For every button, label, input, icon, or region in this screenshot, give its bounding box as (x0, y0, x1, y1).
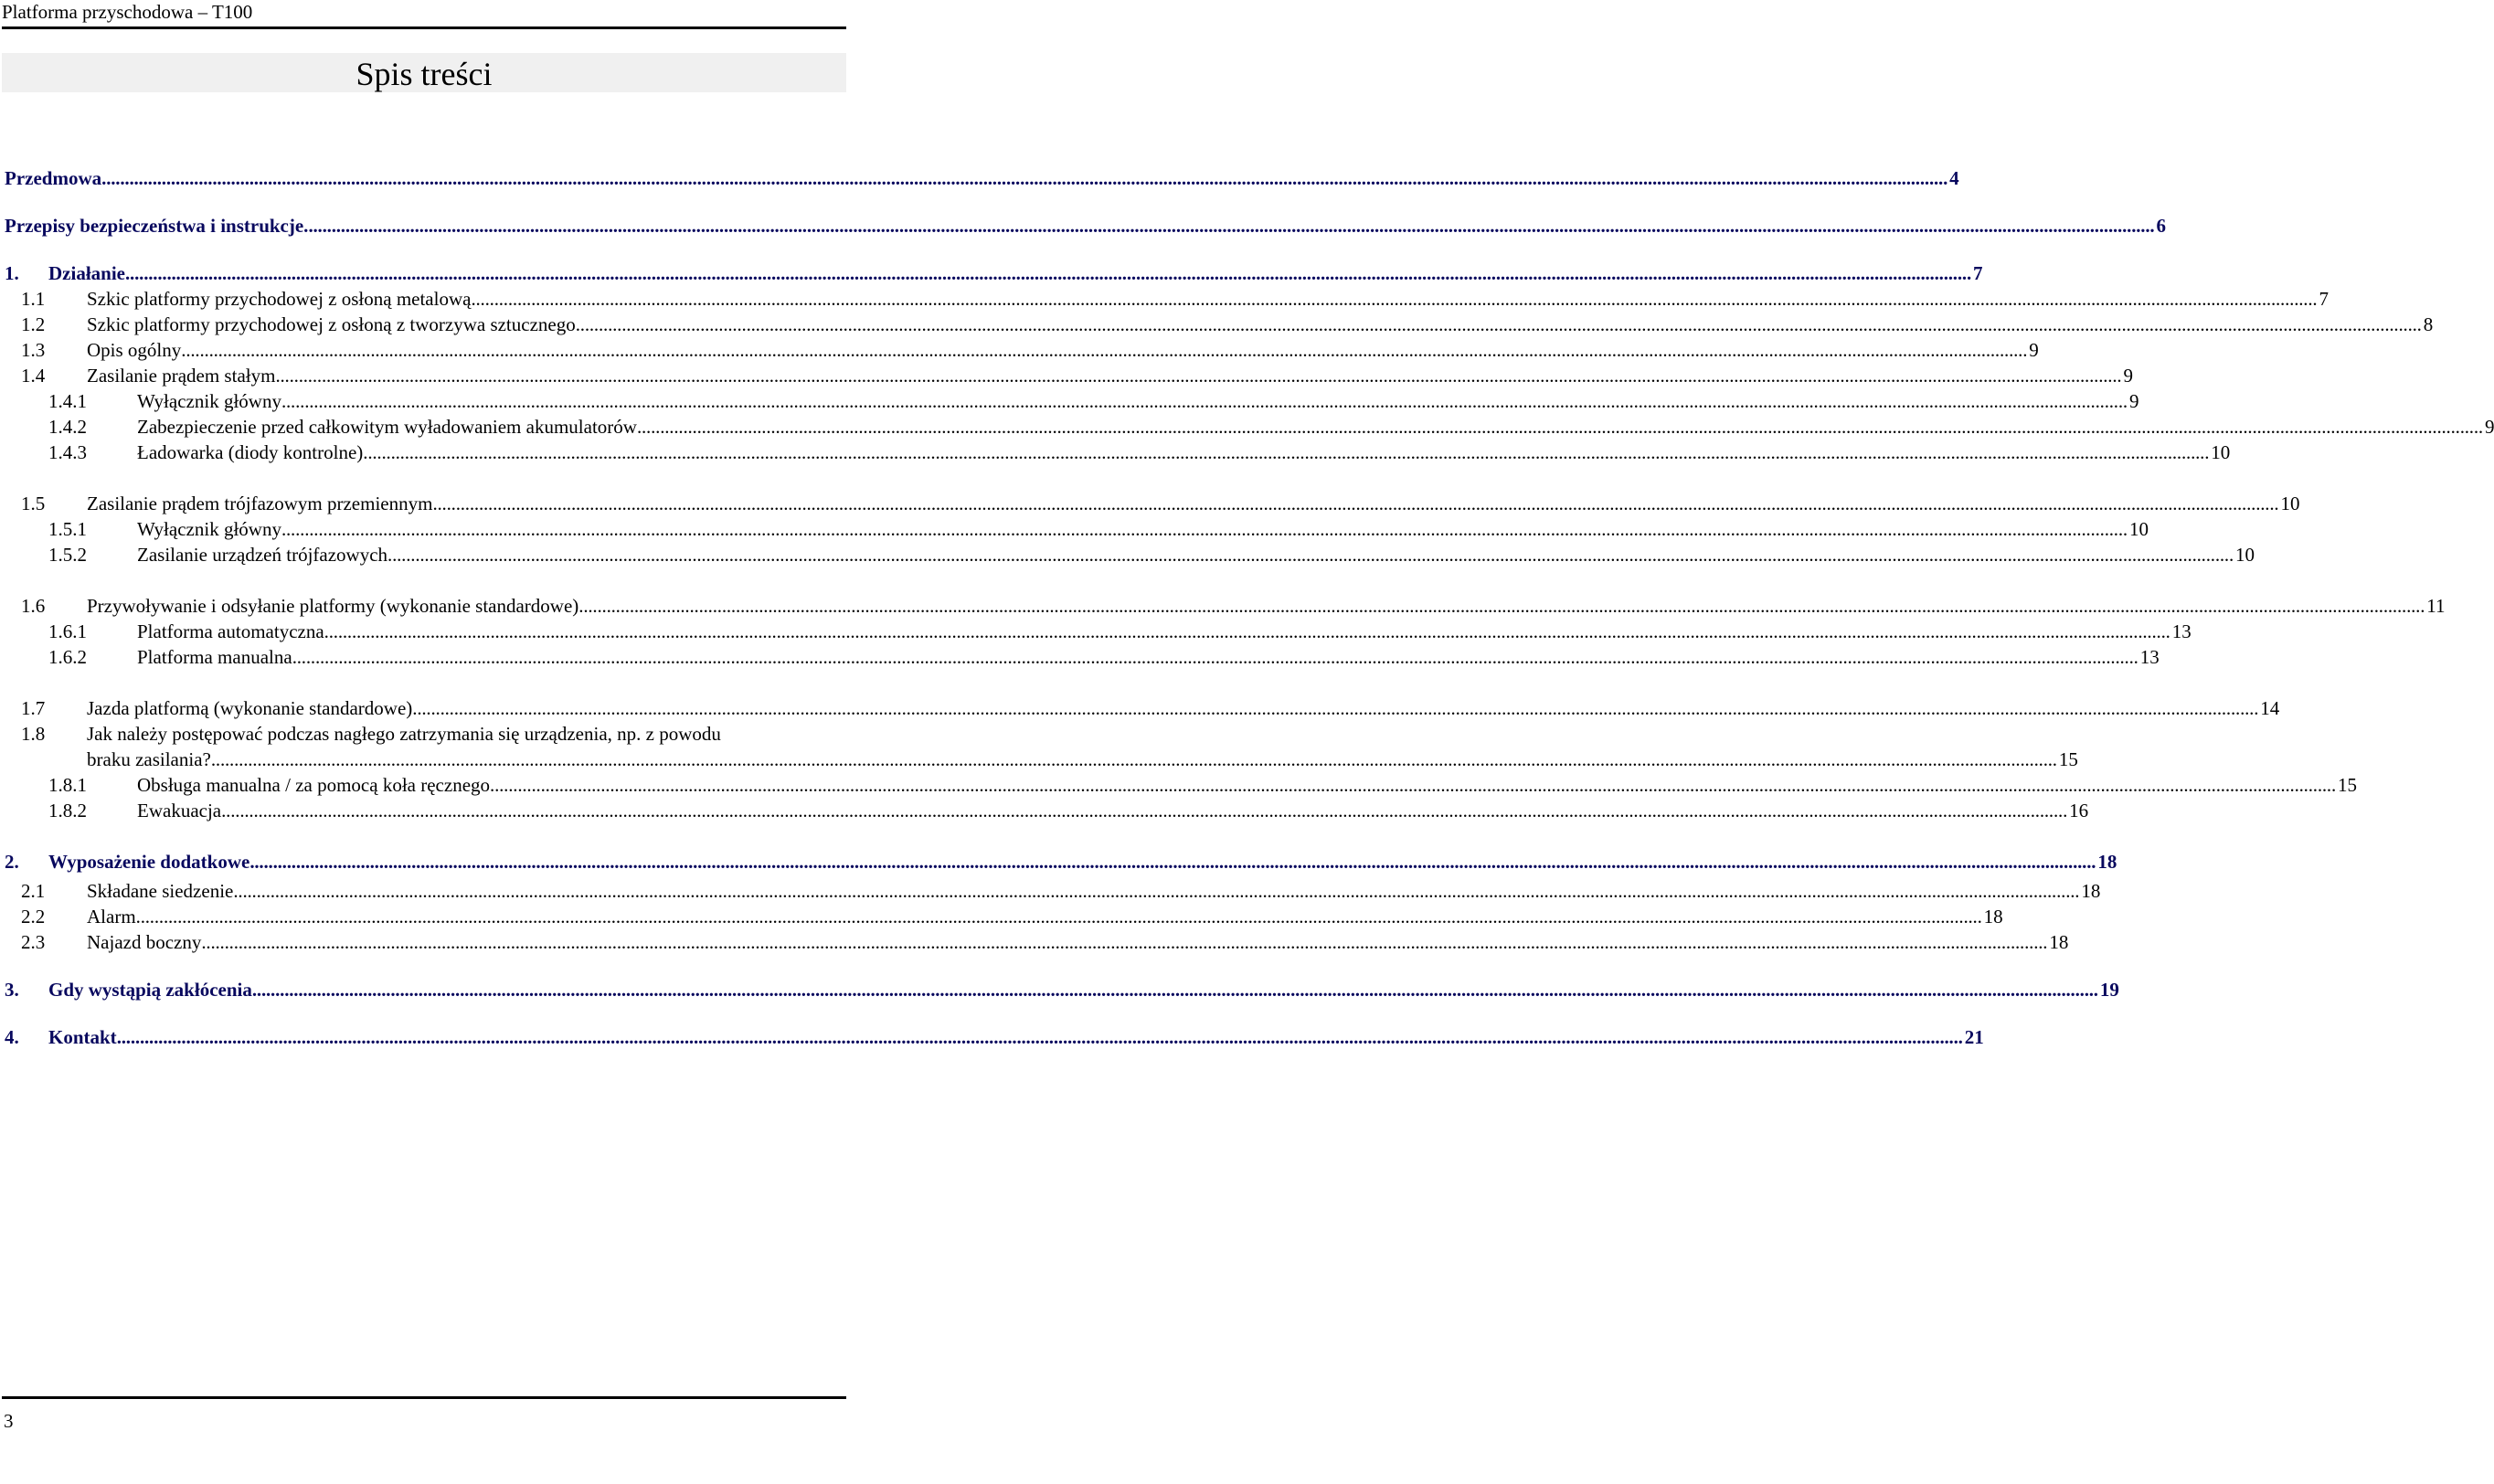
toc-entry-number: 1.4.3 (48, 441, 87, 463)
toc-entry-number: 1.6 (21, 595, 46, 617)
dot-leader: ................................................................................................................................................................................................................................................................................................................................................................................................................ (125, 262, 1972, 284)
toc-entry-label: Wyłącznik główny (137, 390, 281, 412)
toc-entry-label: Platforma manualna (137, 646, 292, 668)
toc-entry-label: Przedmowa (5, 167, 102, 189)
toc-entry-page: 9 (2484, 416, 2494, 438)
toc-entry-page: 7 (1973, 262, 1983, 284)
dot-leader: ................................................................................................................................................................................................................................................................................................................................................................................................................ (471, 288, 2318, 310)
toc-entry-page: 18 (2049, 931, 2069, 953)
toc-entry-label: Alarm (87, 906, 136, 928)
toc-entry-label: Ewakuacja (137, 800, 222, 822)
toc-entry-page: 15 (2058, 748, 2078, 770)
toc-entry-number: 1.8.2 (48, 800, 87, 822)
toc-entry-page: 8 (2423, 313, 2434, 335)
toc-entry-page: 9 (2128, 390, 2139, 412)
toc-entry-number: 2.3 (21, 931, 46, 953)
page-heading: Spis treści (356, 56, 493, 92)
toc-entry-page: 7 (2319, 288, 2329, 310)
dot-leader: ................................................................................................................................................................................................................................................................................................................................................................................................................ (251, 979, 2098, 1001)
toc-entry-page: 4 (1949, 167, 1959, 189)
toc-entry-label: Szkic platformy przychodowej z osłoną metalową (87, 288, 472, 310)
toc-entry-label: Przepisy bezpieczeństwa i instrukcje. (5, 215, 309, 237)
dot-leader: ................................................................................................................................................................................................................................................................................................................................................................................................................ (324, 620, 2170, 642)
toc-entry-page: 19 (2099, 979, 2119, 1001)
toc-entry-number: 1.4.2 (48, 416, 87, 438)
toc-entry-label: Wyłącznik główny (137, 518, 281, 540)
toc-entry-number: 1.1 (21, 288, 46, 310)
toc-entry-number: 1.4 (21, 365, 46, 387)
dot-leader: ................................................................................................................................................................................................................................................................................................................................................................................................................ (432, 493, 2279, 514)
dot-leader: ................................................................................................................................................................................................................................................................................................................................................................................................................ (281, 390, 2128, 412)
toc-entry-page: 10 (2235, 544, 2255, 566)
toc-entry-number: 2. (5, 851, 19, 873)
toc-entry-label: Zasilanie prądem trójfazowym przemiennym (87, 493, 433, 514)
toc-entry-number: 1.3 (21, 339, 46, 361)
toc-entry-label: Działanie (48, 262, 125, 284)
toc-entry-page: 18 (2097, 851, 2117, 873)
dot-leader: ................................................................................................................................................................................................................................................................................................................................................................................................................ (575, 313, 2422, 335)
toc-entry-number: 4. (5, 1026, 19, 1048)
dot-leader: ................................................................................................................................................................................................................................................................................................................................................................................................................ (636, 416, 2483, 438)
toc-entry-page: 6 (2156, 215, 2166, 237)
toc-entry-page: 14 (2260, 697, 2280, 719)
toc-entry-label: Kontakt (48, 1026, 117, 1048)
toc-entry-page: 9 (2123, 365, 2133, 387)
dot-leader: ................................................................................................................................................................................................................................................................................................................................................................................................................ (135, 906, 1982, 928)
toc-entry-label: Gdy wystąpią zakłócenia (48, 979, 252, 1001)
toc-entry-number: 1.5 (21, 493, 46, 514)
toc-entry-number: 1.2 (21, 313, 46, 335)
dot-leader: ................................................................................................................................................................................................................................................................................................................................................................................................................ (181, 339, 2028, 361)
toc-entry-page: 15 (2338, 774, 2358, 796)
toc-entry-label: Zasilanie prądem stałym (87, 365, 276, 387)
toc-entry-number: 1.7 (21, 697, 46, 719)
dot-leader: ................................................................................................................................................................................................................................................................................................................................................................................................................ (412, 697, 2259, 719)
toc-entry-label: Opis ogólny (87, 339, 182, 361)
toc-entry-label: Składane siedzenie (87, 880, 234, 902)
dot-leader: ................................................................................................................................................................................................................................................................................................................................................................................................................ (201, 931, 2048, 953)
toc-entry-page: 21 (1964, 1026, 1984, 1048)
dot-leader: ................................................................................................................................................................................................................................................................................................................................................................................................................ (490, 774, 2337, 796)
toc-entry-label: Jak należy postępować podczas nagłego zatrzymania się urządzenia, np. z powodu (87, 723, 721, 745)
toc-entry-label: Zasilanie urządzeń trójfazowych (137, 544, 388, 566)
toc-entry-number: 2.2 (21, 906, 46, 928)
toc-entry-label: Obsługa manualna / za pomocą koła ręcznego (137, 774, 491, 796)
dot-leader: ................................................................................................................................................................................................................................................................................................................................................................................................................ (578, 595, 2425, 617)
dot-leader: ................................................................................................................................................................................................................................................................................................................................................................................................................ (101, 167, 1948, 189)
dot-leader: ................................................................................................................................................................................................................................................................................................................................................................................................................ (292, 646, 2138, 668)
dot-leader: ................................................................................................................................................................................................................................................................................................................................................................................................................ (116, 1026, 1963, 1048)
toc-entry-page: 18 (1983, 906, 2003, 928)
dot-leader: ................................................................................................................................................................................................................................................................................................................................................................................................................ (249, 851, 2096, 873)
toc-entry-page: 13 (2171, 620, 2192, 642)
toc-entry-page: 10 (2211, 441, 2231, 463)
toc-entry-page: 18 (2081, 880, 2101, 902)
dot-leader: ................................................................................................................................................................................................................................................................................................................................................................................................................ (281, 518, 2128, 540)
toc-entry-number: 1.8.1 (48, 774, 87, 796)
dot-leader: ................................................................................................................................................................................................................................................................................................................................................................................................................ (308, 215, 2155, 237)
header-title: Platforma przyschodowa – T100 (2, 1, 253, 23)
toc-entry-number: 1.6.1 (48, 620, 87, 642)
toc-entry-page: 9 (2029, 339, 2039, 361)
toc-entry-page: 16 (2069, 800, 2089, 822)
toc-entry-label: Najazd boczny (87, 931, 202, 953)
toc-entry-label: Ładowarka (diody kontrolne) (137, 441, 364, 463)
toc-entry-page: 11 (2426, 595, 2446, 617)
toc-entry-label: Szkic platformy przychodowej z osłoną z tworzywa sztucznego (87, 313, 576, 335)
toc-entry-number: 1.8 (21, 723, 46, 745)
toc-entry-number: 1.5.2 (48, 544, 87, 566)
toc-entry-page: 10 (2280, 493, 2300, 514)
dot-leader: ................................................................................................................................................................................................................................................................................................................................................................................................................ (363, 441, 2210, 463)
page-number: 3 (4, 1410, 14, 1432)
dot-leader: ................................................................................................................................................................................................................................................................................................................................................................................................................ (387, 544, 2234, 566)
dot-leader: ................................................................................................................................................................................................................................................................................................................................................................................................................ (275, 365, 2122, 387)
toc-entry-label-continuation: braku zasilania? (87, 748, 211, 770)
toc-entry-number: 2.1 (21, 880, 46, 902)
toc-entry-number: 1. (5, 262, 19, 284)
toc-entry-page: 10 (2128, 518, 2149, 540)
toc-entry-number: 1.4.1 (48, 390, 87, 412)
toc-entry-label: Jazda platformą (wykonanie standardowe) (87, 697, 413, 719)
toc-entry-number: 1.6.2 (48, 646, 87, 668)
toc-entry-number: 3. (5, 979, 19, 1001)
toc-entry-label: Wyposażenie dodatkowe (48, 851, 250, 873)
dot-leader: ................................................................................................................................................................................................................................................................................................................................................................................................................ (210, 748, 2057, 770)
dot-leader: ................................................................................................................................................................................................................................................................................................................................................................................................................ (233, 880, 2080, 902)
toc-entry-number: 1.5.1 (48, 518, 87, 540)
toc-entry-label: Przywoływanie i odsyłanie platformy (wykonanie standardowe) (87, 595, 579, 617)
toc-entry-label: Platforma automatyczna (137, 620, 324, 642)
toc-entry-page: 13 (2139, 646, 2160, 668)
footer-rule (2, 1396, 846, 1399)
dot-leader: ................................................................................................................................................................................................................................................................................................................................................................................................................ (221, 800, 2068, 822)
toc-entry-label: Zabezpieczenie przed całkowitym wyładowaniem akumulatorów (137, 416, 637, 438)
